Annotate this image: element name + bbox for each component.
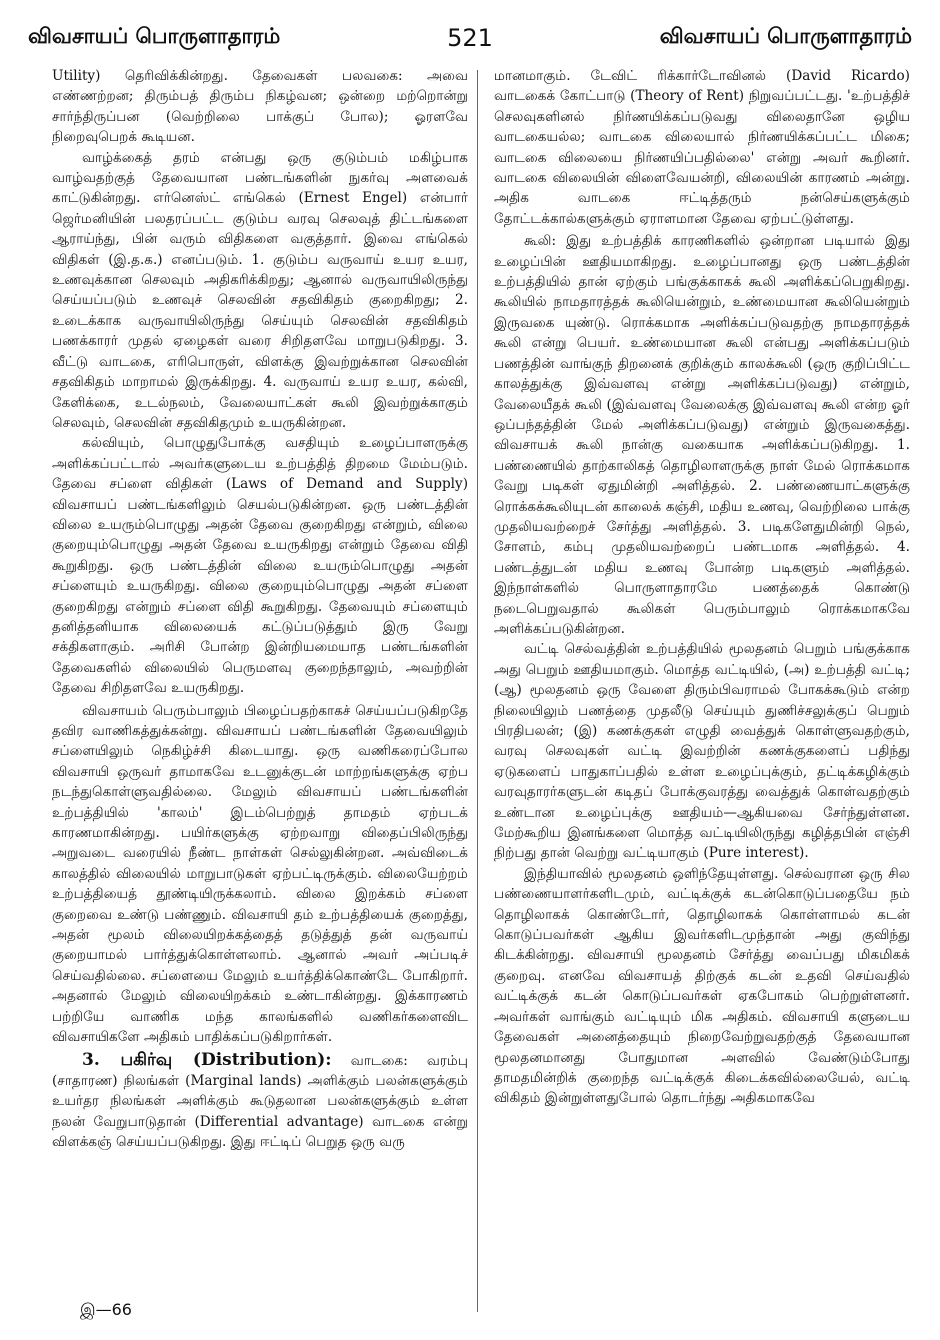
page-header — [28, 24, 912, 64]
right-paragraph-2: கூலி: இது உற்பத்திக் காரணிகளில் ஒன்றான படியால் இது உழைப்பின் ஊதியமாகிறது. உழைப்பானது ஒரு பண்டத்தின் உற்பத்தியில் தான் ஏற்கும் பங்குக்காகக் கூலி அளிக்கப்பெறுகிறது. கூலியில் நாமதாரத்தக் கூலியென்றும், உண்மையான கூலியென்றும் இருவகை யுண்டு. ரொக்கமாக அளிக்கப்படுவதற்கு நாமதாரத்தக் கூலி என்று பெயர். உண்மையான கூலி என்பது அளிக்கப்படும் பணத்தின் வாங்குந் திறனைக் குறிக்கும் காலக்கூலி (ஒரு குறிப்பிட்ட காலத்துக்கு இவ்வளவு என்று அளிக்கப்படுவது) என்றும், வேலையீதக் கூலி (இவ்வளவு வேலைக்கு இவ்வளவு கூலி என்ற ஓர் ஒப்பந்தத்தின் மேல் அளிக்கப்படுவது) என்றும் இருவகைத்து. விவசாயக் கூலி நான்கு வகையாக அளிக்கப்படுகிறது. 1. பண்ணையில் தாற்காலிகத் தொழிலாளருக்கு நாள் மேல் ரொக்கமாக வேறு படிகள் ஏதுமின்றி அளித்தல். 2. பண்ணையாட்களுக்கு ரொக்கக்கூலியுடன் காலைக் கஞ்சி, மதிய உணவு, வெற்றிலை பாக்கு முதலியவற்றைச் சேர்த்து அளித்தல். 3. படிகளேதுமின்றி நெல், சோளம், கம்பு முதலியவற்றைப் பண்டமாக அளித்தல். 4. பண்டத்துடன் மதிய உணவு போன்ற படிகளும் அளித்தல். இந்நாள்களில் பொருளாதாரமே பணத்தைக் கொண்டு நடைபெறுவதால் கூலிகள் பெரும்பாலும் ரொக்கமாகவே அளிக்கப்படுகின்றன. — [494, 233, 910, 637]
running-title-left: விவசாயப் பொருளாதாரம் — [28, 24, 281, 48]
signature-mark: இ—66 — [80, 1300, 132, 1319]
column-divider — [477, 70, 478, 1312]
left-column — [52, 66, 468, 1153]
left-paragraph-2: வாழ்க்கைத் தரம் என்பது ஒரு குடும்பம் மகிழ்பாக வாழ்வதற்குத் தேவையான பண்டங்களின் நுகர்வு அளவைக் காட்டுகின்றது. எர்னெஸ்ட் எங்கெல் (Ernest Engel) என்பார் ஜெர்மனியின் பலதரப்பட்ட குடும்ப வரவு செலவுத் திட்டங்களை ஆராய்ந்து, பின் வரும் விதிகளை வகுத்தார். இவை எங்கெல் விதிகள் (இ.த.க.) எனப்படும். 1. குடும்ப வருவாய் உயர உயர, உணவுக்கான செலவும் அதிகரிக்கிறது; ஆனால் வருவாயிலிருந்து செய்யப்படும் உணவுச் செலவின் சதவிகிதம் குறைகிறது; 2. உடைக்காக வருவாயிலிருந்து செய்யும் செலவின் சதவிகிதம் பணக்காரர் முதல் ஏழைகள் வரை சிறிதளவே மாறுபடுகிறது. 3. வீட்டு வாடகை, எரிபொருள், விளக்கு இவற்றுக்கான செலவின் சதவிகிதம் மாறாமல் இருக்கிறது. 4. வருவாய் உயர உயர, கல்வி, கேளிக்கை, உடல்நலம், வேலையாட்கள் கூலி இவற்றுக்காகும் செலவும், செலவின் சதவிகிதமும் உயருகின்றன. — [52, 149, 468, 431]
distribution-section — [52, 1050, 468, 1153]
left-paragraph-4: விவசாயம் பெரும்பாலும் பிழைப்பதற்காகச் செய்யப்படுகிறதே தவிர வாணிகத்துக்கன்று. விவசாயப் பண்டங்களின் தேவையிலும் சப்ளையிலும் நெகிழ்ச்சி கிடையாது. ஒரு வணிகரைப்போல விவசாயி ஒருவர் தாமாகவே உடனுக்குடன் மாற்றங்களுக்கு ஏற்ப நடந்துகொள்ளுவதில்லை. மேலும் விவசாயப் பண்டங்களின் உற்பத்தியில் 'காலம்' இடம்பெற்றுத் தாமதம் ஏற்படக் காரணமாகின்றது. பயிர்களுக்கு ஏற்றவாறு விதைப்பிலிருந்து அறுவடை வரையில் நீண்ட நாள்கள் செல்லுகின்றன. அவ்விடைக் காலத்தில் விலையில் மாறுபாடுகள் ஏற்பட்டிருக்கும். விலையேற்றம் உற்பத்தியைத் தூண்டியிருக்கலாம். விலை இறக்கம் சப்ளை குறைவை உண்டு பண்ணும். விவசாயி தம் உற்பத்தியைக் குறைத்து, அதன் மூலம் விலையிறக்கத்தைத் தடுத்துத் தன் வருவாய் குறையாமல் பார்த்துக்கொள்ளலாம். ஆனால் அவர் அப்படிச் செய்வதில்லை. சப்ளையை மேலும் உயர்த்திக்கொண்டே போகிறார். அதனால் மேலும் விலையிறக்கம் உண்டாகின்றது. இக்காரணம் பற்றியே வாணிக மந்த காலங்களில் வணிகர்களைவிட விவசாயிகளே அதிகம் பாதிக்கப்படுகிறார்கள். — [52, 702, 468, 1046]
left-paragraph-1: Utility) தெரிவிக்கின்றது. தேவைகள் பலவகை: அவை எண்ணற்றன; திரும்பத் திரும்ப நிகழ்வன; ஒன்றை மற்றொன்று சார்ந்திருப்பன (வெற்றிலை பாக்குப் போல); ஓரளவே நிறைவுபெறக் கூடியன. — [52, 68, 468, 146]
left-paragraph-5: வாடகை: வரம்பு (சாதாரண) நிலங்கள் (Marginal lands) அளிக்கும் பலன்களுக்கும் உயர்தர நிலங்கள் அளிக்கும் கூடுதலான பலன்களுக்கும் உள்ள நலன் வேறுபாடுதான் (Differential advantage) வாடகை என்று விளக்கஞ் செய்யப்படுகிறது. இது ஈட்டிப் பெறுத ஒரு வரு — [52, 1052, 468, 1151]
right-paragraph-4: இந்தியாவில் மூலதனம் ஒளிந்தேயுள்ளது. செல்வரான ஒரு சில பண்ணையாளர்களிடமும், வட்டிக்குக் கடன்கொடுப்பதையே நம் தொழிலாகக் கொண்டோர், தொழிலாகக் கொள்ளாமல் கடன் கொடுப்பவர்கள் ஆகிய இவர்களிடமுந்தான் அது குவிந்து கிடக்கின்றது. விவசாயி மூலதனம் சேர்த்து வைப்பது மிகமிகக் குறைவு. எனவே விவசாயத் திற்குக் கடன் உதவி செய்வதில் வட்டிக்குக் கடன் கொடுப்பவர்கள் ஏகபோகம் பெற்றுள்ளனர். அவர்கள் வாங்கும் வட்டியும் மிக அதிகம். விவசாயி களுடைய தேவைகள் அனைத்தையும் நிறைவேற்றுவதற்குத் தேவையான மூலதனமானது போதுமான அளவில் வேண்டும்போது தாமதமின்றிக் குறைந்த வட்டிக்குக் கிடைக்கவில்லையேல், வட்டி விகிதம் இன்றுள்ளதுபோல் தொடர்ந்து அதிகமாகவே — [494, 865, 910, 1107]
running-title-right: விவசாயப் பொருளாதாரம் — [659, 24, 912, 48]
right-paragraph-1: மானமாகும். டேவிட் ரிக்கார்டோவினல் (David Ricardo) வாடகைக் கோட்பாடு (Theory of Rent) நிறுவப்பட்டது. 'உற்பத்திச் செலவுகளினல் நிர்ணயிக்கப்படுவது விலைதானே ஒழிய வாடகையல்ல; வாடகை விலையால் நிர்ணயிக்கப்பட்ட மிகை; வாடகை விலையை நிர்ணயிப்பதில்லை' என்று அவர் கூறினர். வாடகை விலையின் விளைவேயன்றி, விலையின் காரணம் அன்று. அதிக வாடகை ஈட்டித்தரும் நன்செய்களுக்கும் தோட்டக்கால்களுக்கும் ஏராளமான தேவை ஏற்பட்டுள்ளது. — [494, 68, 910, 227]
right-paragraph-3: வட்டி செல்வத்தின் உற்பத்தியில் மூலதனம் பெறும் பங்குக்காக அது பெறும் ஊதியமாகும். மொத்த வட்டியில், (அ) உற்பத்தி வட்டி; (ஆ) மூலதனம் ஒரு வேளை திரும்பிவராமல் போகக்கூடும் என்ற நிலையிலும் பணத்தை முதலீடு செய்யும் துணிச்சலுக்குப் பெறும் பிரதிபலன்; (இ) கணக்குகள் எழுதி வைத்துக் கொள்ளுவதற்கும், வரவு செலவுகள் வட்டி இவற்றின் கணக்குகளைப் பதிந்து ஏடுகளைப் பாதுகாப்பதில் உள்ள உழைப்புக்கும், தட்டிக்கழிக்கும் வரவுதாரர்களுடன் கடிதப் போக்குவரத்து வைத்துக் கொள்வதற்கும் உண்டான உழைப்புக்கு ஊதியம்—ஆகியவை சேர்ந்துள்ளன. மேற்கூறிய இனங்களை மொத்த வட்டியிலிருந்து கழித்தபின் எஞ்சி நிற்பது தான் வெற்று வட்டியாகும் (Pure interest). — [494, 641, 910, 862]
left-paragraph-3: கல்வியும், பொழுதுபோக்கு வசதியும் உழைப்பாளருக்கு அளிக்கப்பட்டால் அவர்களுடைய உற்பத்தித் திறமை மேம்படும். தேவை சப்ளை விதிகள் (Laws of Demand and Supply) விவசாயப் பண்டங்களிலும் செயல்படுகின்றன. ஒரு பண்டத்தின் விலை உயரும்பொழுது அதன் தேவை குறைகிறது என்றும், விலை குறையும்பொழுது அதன் தேவை உயருகிறது என்றும் தேவை விதி கூறுகிறது. ஒரு பண்டத்தின் விலை உயரும்பொழுது அதன் சப்ளையும் உயருகிறது. விலை குறையும்பொழுது அதன் சப்ளை குறைகிறது என்றும் சப்ளை விதி கூறுகிறது. தேவையும் சப்ளையும் தனித்தனியாக விலையைக் கட்டுப்படுத்தும் இரு வேறு சக்திகளாகும். அரிசி போன்ற இன்றியமையாத பண்டங்களின் தேவைகளில் விலையில் பெருமளவு குறைந்தாலும், அவற்றின் தேவை சிறிதளவே உயருகிறது. — [52, 435, 468, 697]
right-column — [494, 66, 910, 1109]
section-title-distribution: 3. பகிர்வு (Distribution): — [82, 1049, 332, 1070]
page-number: 521 — [447, 24, 493, 52]
